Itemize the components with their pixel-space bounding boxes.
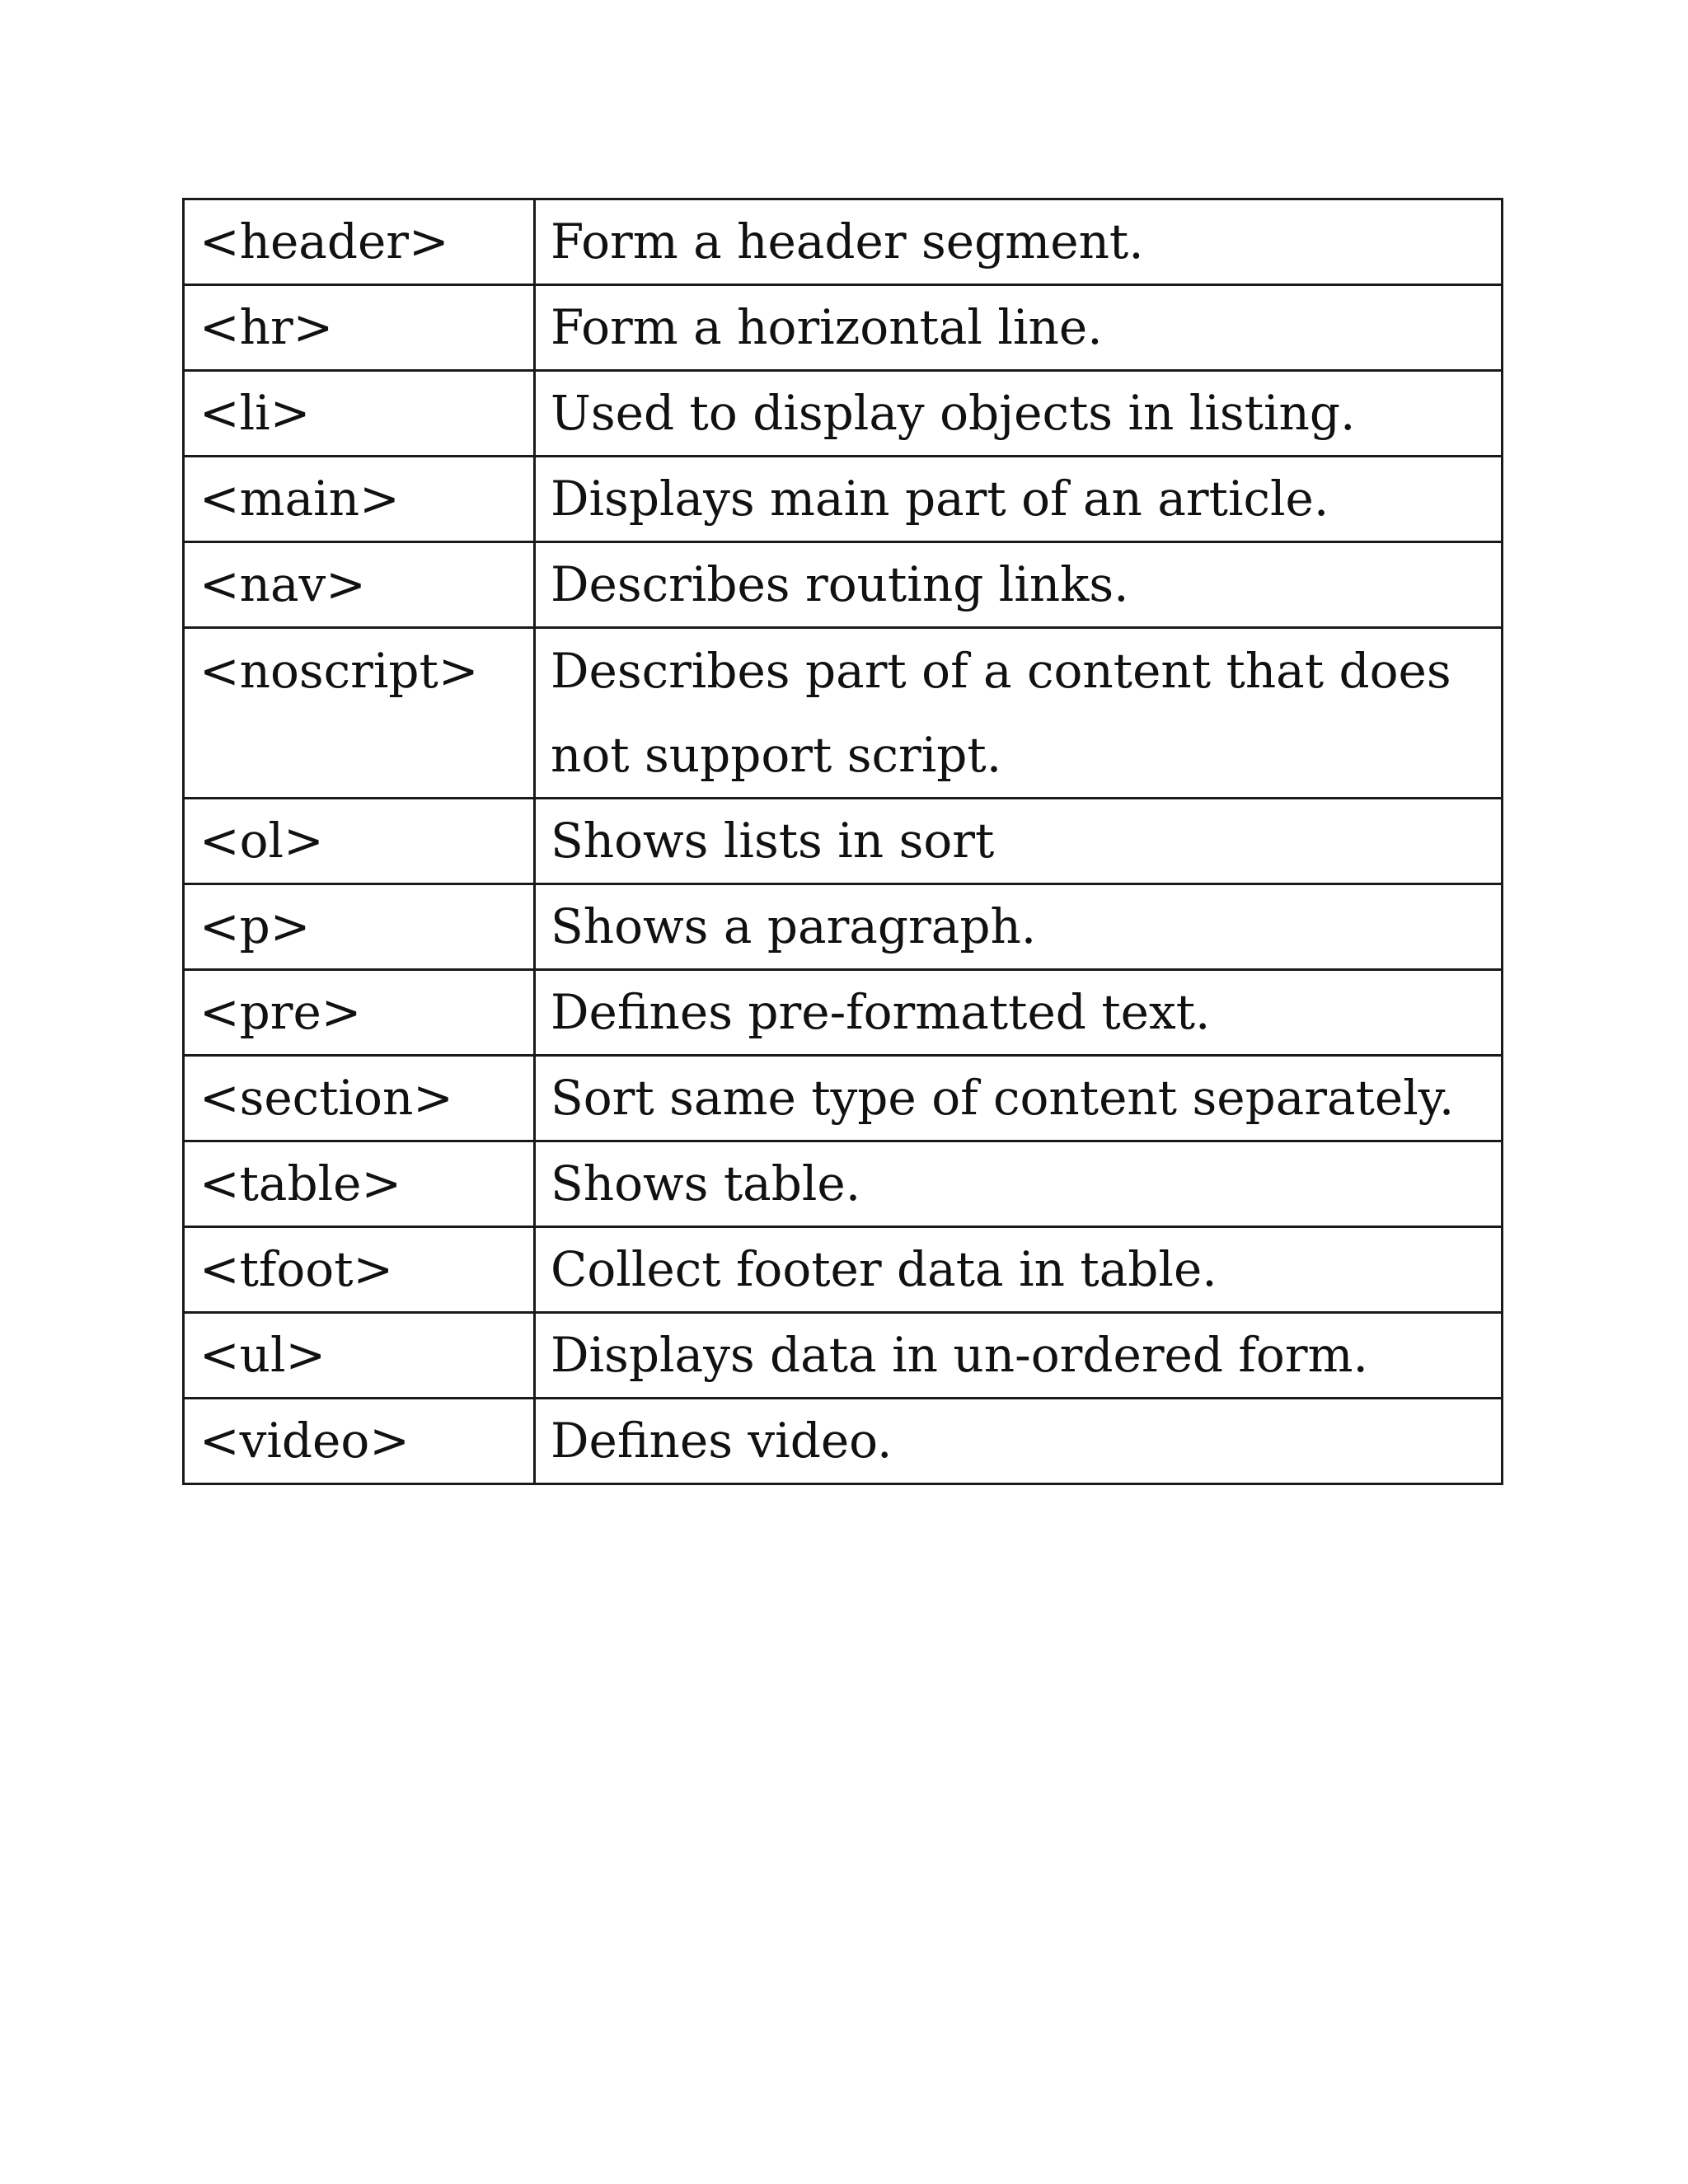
description-cell: Shows lists in sort — [535, 799, 1503, 884]
table-row — [184, 371, 1503, 457]
table-body — [184, 199, 1503, 1484]
description-cell: Shows a paragraph. — [535, 884, 1503, 970]
table-row — [184, 542, 1503, 628]
tag-cell: <main> — [184, 457, 535, 542]
tag-cell: <nav> — [184, 542, 535, 628]
table-row — [184, 1227, 1503, 1313]
table-row — [184, 884, 1503, 970]
table-row — [184, 1141, 1503, 1227]
tag-cell: <section> — [184, 1056, 535, 1141]
description-cell: Collect footer data in table. — [535, 1227, 1503, 1313]
description-cell: Describes routing links. — [535, 542, 1503, 628]
tag-cell: <li> — [184, 371, 535, 457]
description-cell: Displays main part of an article. — [535, 457, 1503, 542]
description-cell: Shows table. — [535, 1141, 1503, 1227]
description-cell: Describes part of a content that does not support script. — [535, 628, 1503, 799]
description-cell: Defines video. — [535, 1399, 1503, 1484]
table-row — [184, 628, 1503, 799]
tag-cell: <video> — [184, 1399, 535, 1484]
description-cell: Displays data in un-ordered form. — [535, 1313, 1503, 1399]
tag-cell: <p> — [184, 884, 535, 970]
description-cell: Used to display objects in listing. — [535, 371, 1503, 457]
table-row — [184, 1313, 1503, 1399]
description-cell: Form a header segment. — [535, 199, 1503, 285]
tag-cell: <pre> — [184, 970, 535, 1056]
table-row — [184, 799, 1503, 884]
description-cell: Form a horizontal line. — [535, 285, 1503, 371]
tag-cell: <header> — [184, 199, 535, 285]
html-tag-table — [182, 198, 1503, 1485]
tag-cell: <noscript> — [184, 628, 535, 799]
tag-cell: <ul> — [184, 1313, 535, 1399]
tag-cell: <hr> — [184, 285, 535, 371]
tag-cell: <tfoot> — [184, 1227, 535, 1313]
table-row — [184, 285, 1503, 371]
tag-cell: <ol> — [184, 799, 535, 884]
description-cell: Sort same type of content separately. — [535, 1056, 1503, 1141]
table-row — [184, 199, 1503, 285]
tag-cell: <table> — [184, 1141, 535, 1227]
description-cell: Defines pre-formatted text. — [535, 970, 1503, 1056]
table-row — [184, 970, 1503, 1056]
table-row — [184, 1056, 1503, 1141]
table-row — [184, 457, 1503, 542]
table-row — [184, 1399, 1503, 1484]
